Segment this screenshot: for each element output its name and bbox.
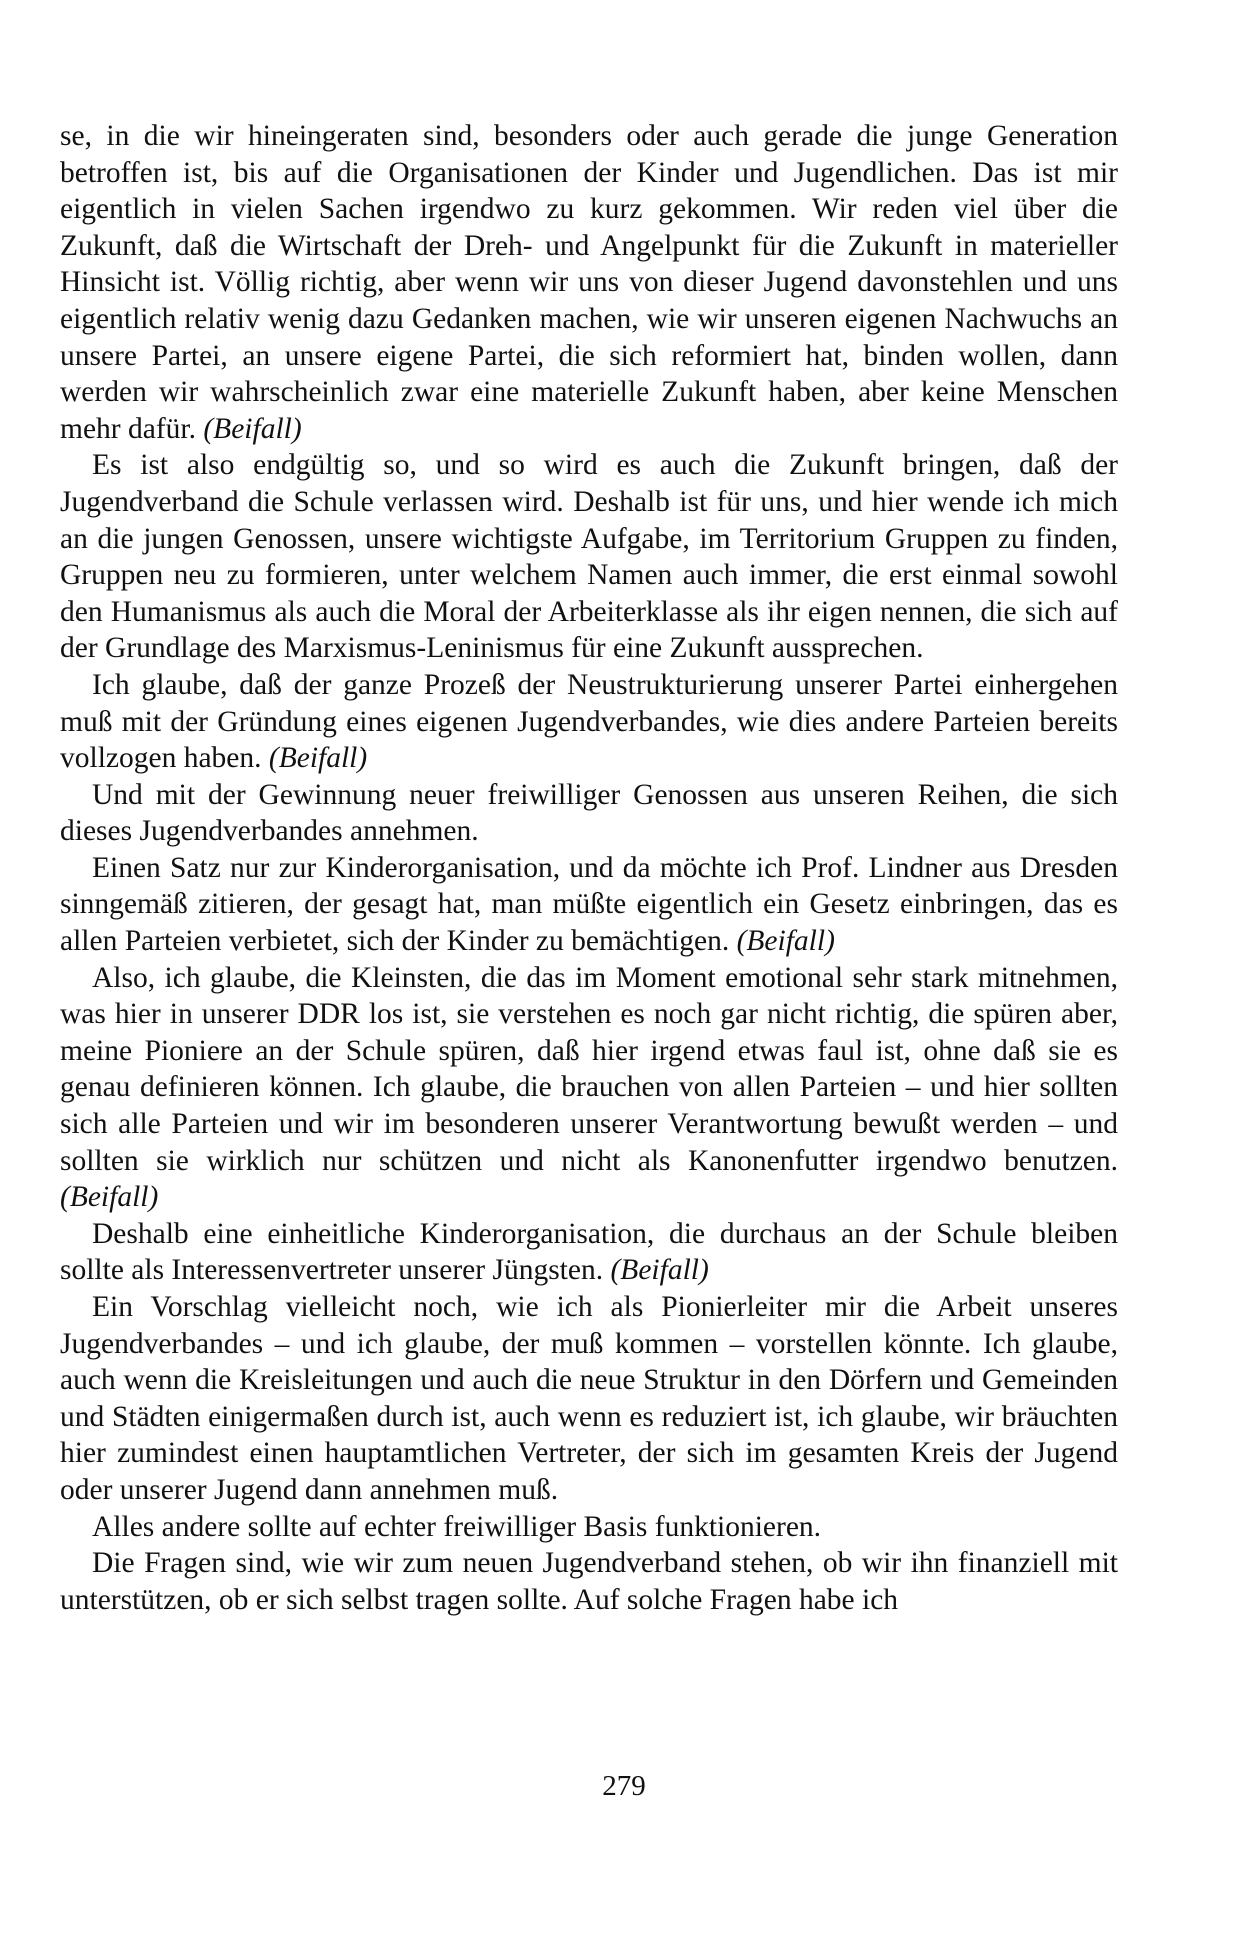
paragraph-3: [60, 667, 1118, 777]
paragraph-7: [60, 1216, 1118, 1289]
paragraph-9: [60, 1509, 1118, 1546]
paragraph-8: [60, 1289, 1118, 1509]
paragraph-7-text: Deshalb eine einheitliche Kinderorganisation, die durchaus an der Schule bleiben sollte als Interessenvertreter unserer Jüngsten.: [60, 1217, 1118, 1287]
paragraph-1-text: se, in die wir hineingeraten sind, besonders oder auch gerade die junge Generation betroffen ist, bis auf die Organisationen der Kinder und Jugendlichen. Das ist mir eigentlich in vielen Sachen irgendwo zu kurz gekommen. Wir reden viel über die Zukunft, daß die Wirtschaft der Dreh- und Angelpunkt für die Zukunft in materieller Hinsicht ist. Völlig richtig, aber wenn wir uns von dieser Jugend davonstehlen und uns eigentlich relativ wenig dazu Gedanken machen, wie wir unseren eigenen Nachwuchs an unsere Partei, an unsere eigene Partei, die sich reformiert hat, binden wollen, dann werden wir wahrscheinlich zwar eine materielle Zukunft haben, aber keine Menschen mehr dafür.: [60, 120, 1118, 445]
paragraph-8-text: Ein Vorschlag vielleicht noch, wie ich als Pionierleiter mir die Arbeit unseres Jugendverbandes – und ich glaube, der muß kommen – vorstellen könnte. Ich glaube, auch wenn die Kreisleitungen und auch die neue Struktur in den Dörfern und Gemeinden und Städten einigermaßen durch ist, auch wenn es reduziert ist, ich glaube, wir bräuchten hier zumindest einen hauptamtlichen Vertreter, der sich im gesamten Kreis der Jugend oder unserer Jugend dann annehmen muß.: [60, 1291, 1118, 1506]
paragraph-6-text: Also, ich glaube, die Kleinsten, die das im Moment emotional sehr stark mitnehmen, was hier in unserer DDR los ist, sie verstehen es noch gar nicht richtig, die spüren aber, meine Pioniere an der Schule spüren, daß hier irgend etwas faul ist, ohne daß sie es genau definieren können. Ich glaube, die brauchen von allen Parteien – und hier sollten sich alle Parteien und wir im besonderen unserer Verantwortung bewußt werden – und sollten sie wirklich nur schützen und nicht als Kanonenfutter irgendwo benutzen.: [60, 961, 1118, 1177]
paragraph-10-text: Die Fragen sind, wie wir zum neuen Jugendverband stehen, ob wir ihn finanziell mit unterstützen, ob er sich selbst tragen sollte. Auf solche Fragen habe ich: [60, 1547, 1118, 1616]
paragraph-3-text: Ich glaube, daß der ganze Prozeß der Neustrukturierung unserer Partei einhergehen muß mit der Gründung eines eigenen Jugendverbandes, wie dies andere Parteien bereits vollzogen haben.: [60, 668, 1118, 775]
applause-note-5: (Beifall): [736, 925, 835, 958]
paragraph-10: [60, 1545, 1118, 1618]
paragraph-4-text: Und mit der Gewinnung neuer freiwilliger Genossen aus unseren Reihen, die sich dieses Jugendverbandes annehmen.: [60, 778, 1118, 848]
page-body: [60, 118, 1118, 1618]
paragraph-2-text: Es ist also endgültig so, und so wird es auch die Zukunft bringen, daß der Jugendverband die Schule verlassen wird. Deshalb ist für uns, und hier wende ich mich an die jungen Genossen, unsere wichtigste Aufgabe, im Territorium Gruppen zu finden, Gruppen neu zu formieren, unter welchem Namen auch immer, die erst einmal sowohl den Humanismus als auch die Moral der Arbeiterklasse als ihr eigen nennen, die sich auf der Grundlage des Marxismus-Leninismus für eine Zukunft aussprechen.: [60, 449, 1118, 665]
applause-note-3: (Beifall): [268, 742, 368, 775]
page-number: 279: [602, 1770, 646, 1802]
paragraph-1: [60, 118, 1118, 447]
paragraph-5-text: Einen Satz nur zur Kinderorganisation, und da möchte ich Prof. Lindner aus Dresden sinngemäß zitieren, der gesagt hat, man müßte eigentlich ein Gesetz einbringen, das es allen Parteien verbietet, sich der Kinder zu bemächtigen.: [60, 851, 1118, 958]
paragraph-9-text: Alles andere sollte auf echter freiwilliger Basis funktionieren.: [92, 1510, 822, 1543]
paragraph-4: [60, 777, 1118, 850]
paragraph-6: [60, 960, 1118, 1216]
paragraph-5: [60, 850, 1118, 960]
applause-note-1: (Beifall): [203, 412, 302, 445]
applause-note-7: (Beifall): [610, 1254, 709, 1287]
paragraph-2: [60, 447, 1118, 667]
applause-note-6: (Beifall): [60, 1181, 159, 1214]
